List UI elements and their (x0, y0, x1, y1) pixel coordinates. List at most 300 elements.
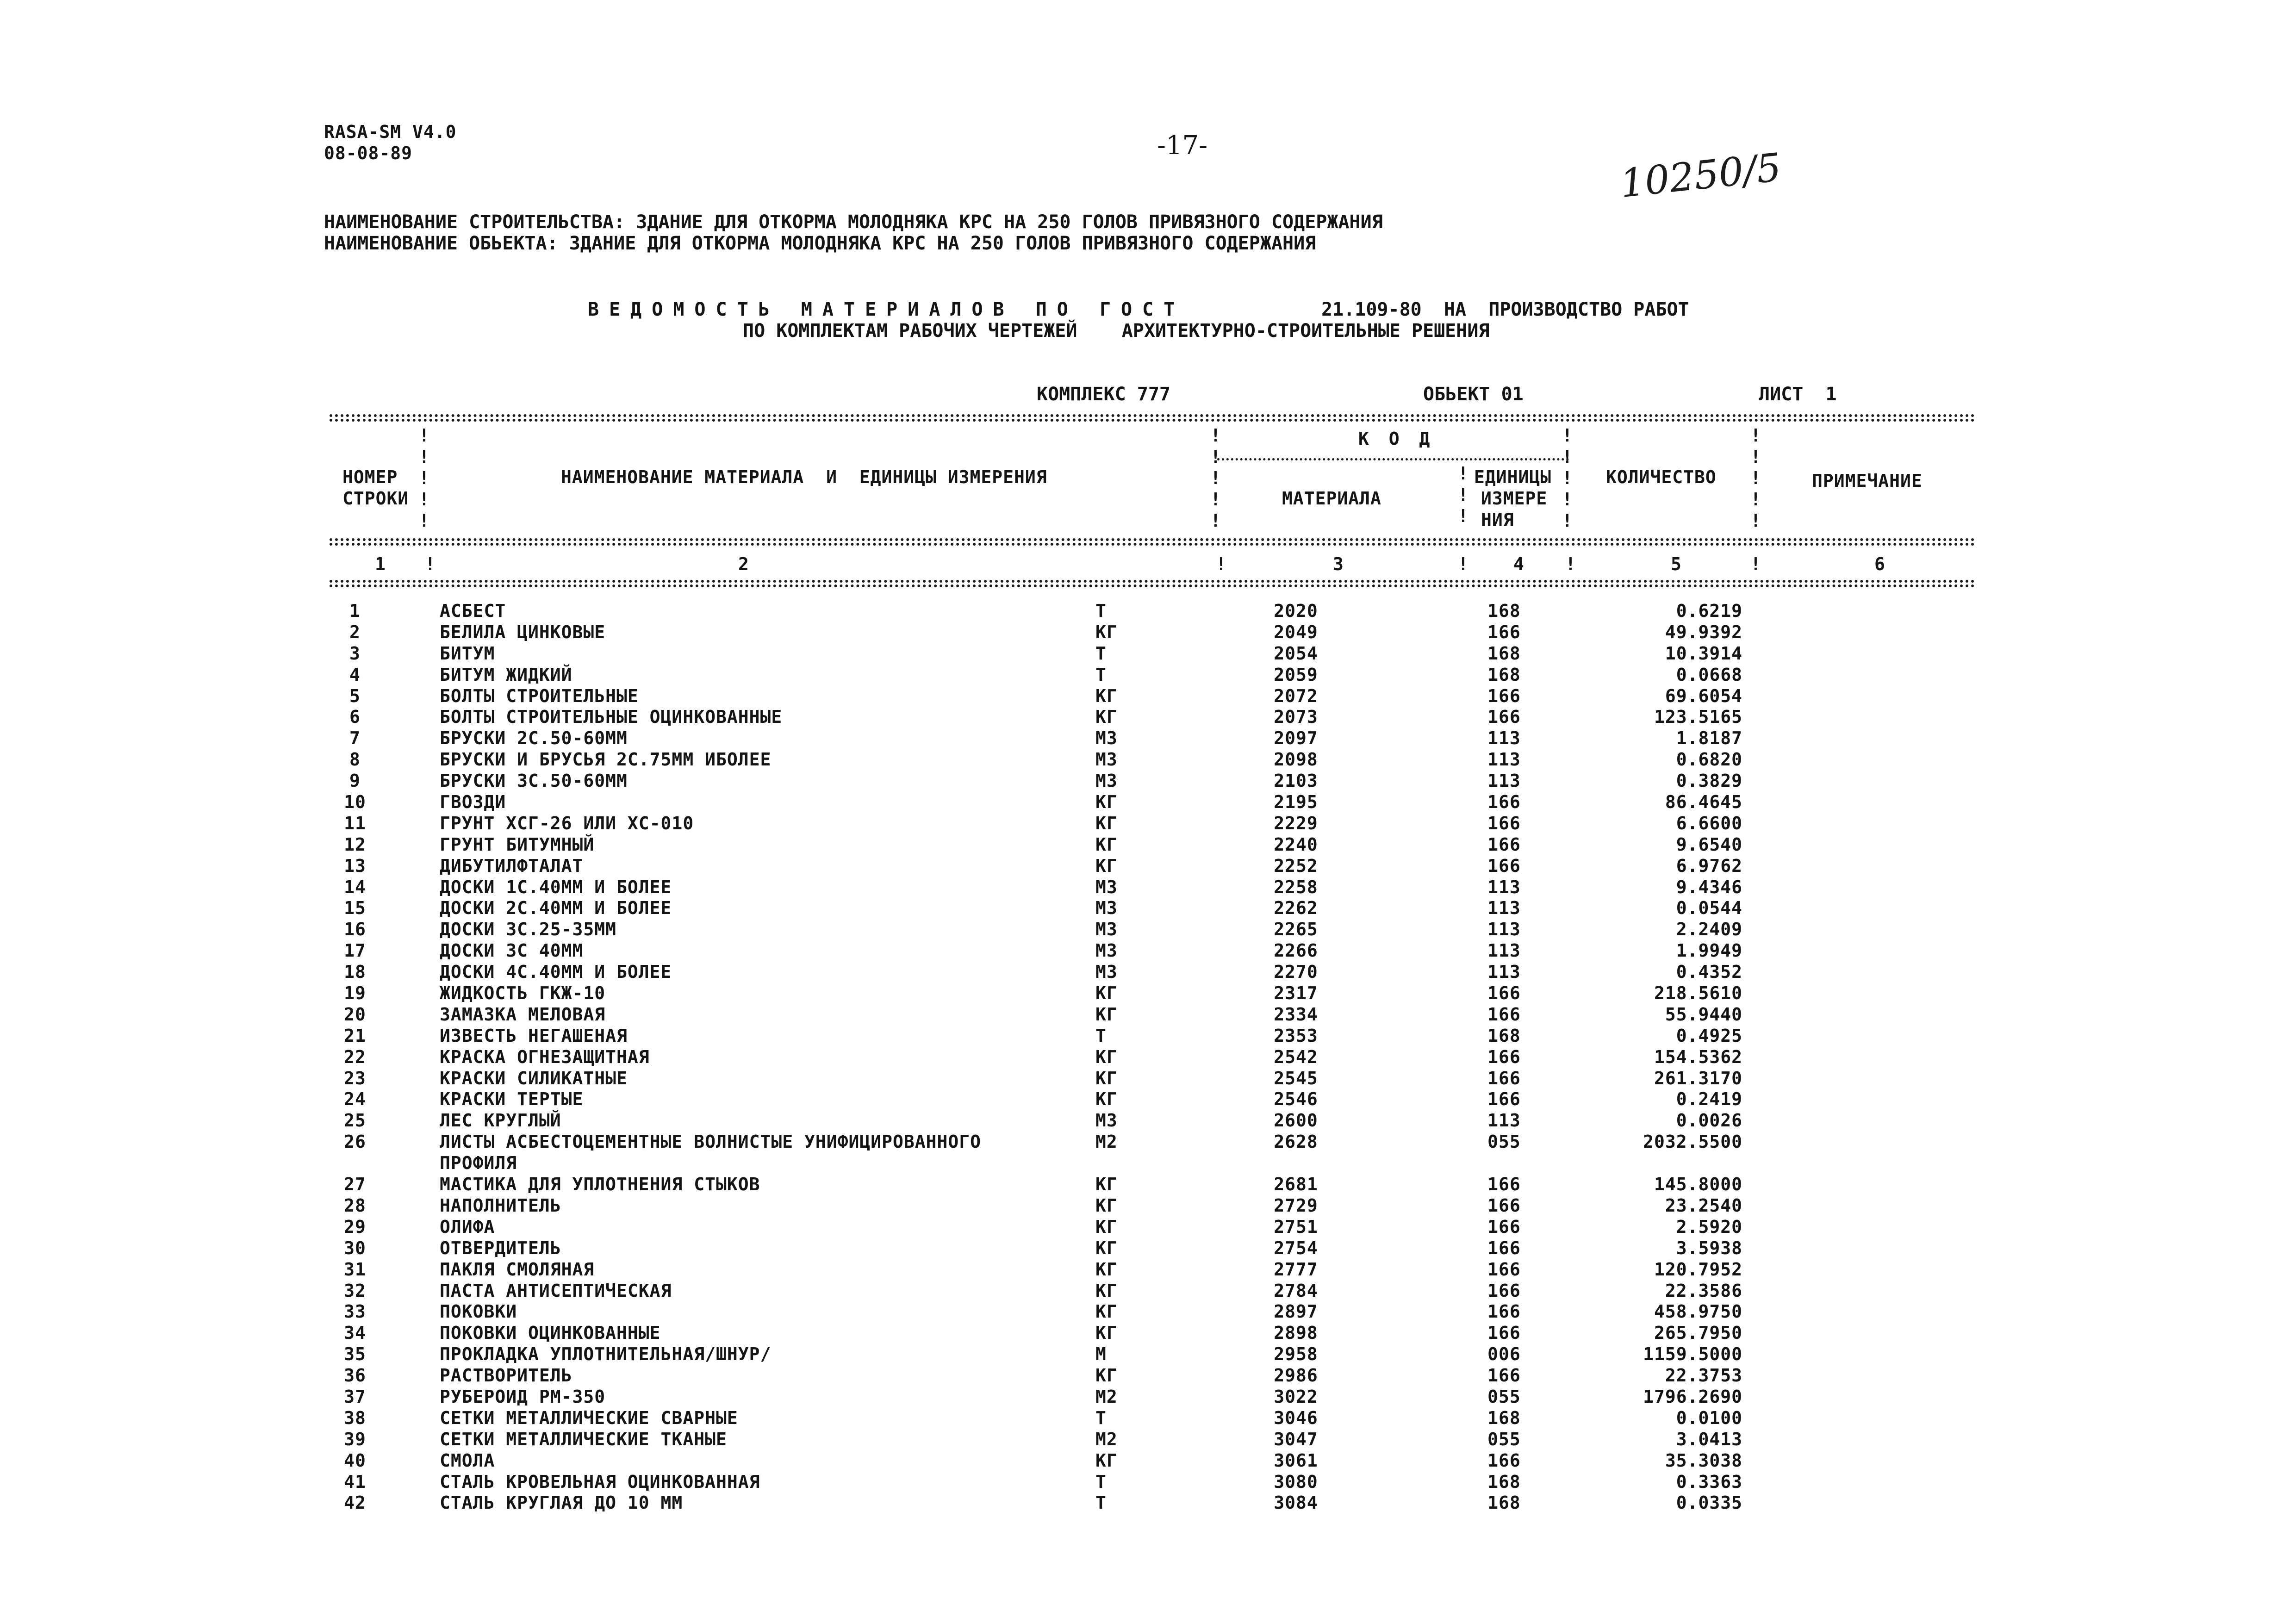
quantity: 0.0668 (1676, 664, 1742, 685)
row-number: 28 (344, 1195, 366, 1216)
quantity: 86.4645 (1665, 792, 1742, 813)
construction-name: НАИМЕНОВАНИЕ СТРОИТЕЛЬСТВА: ЗДАНИЕ ДЛЯ ОТКОРМА МОЛОДНЯКА КРС НА 250 ГОЛОВ ПРИВЯЗНОГО СОДЕРЖАНИЯ (324, 211, 1383, 233)
table-row (0, 1386, 2296, 1407)
header-separator: ! ! ! ! ! (1210, 425, 1221, 531)
table-row (0, 983, 2296, 1004)
table-row (0, 622, 2296, 643)
table-row (0, 1471, 2296, 1492)
material-code: 3047 (1274, 1429, 1318, 1449)
unit-code: 166 (1487, 1195, 1521, 1216)
row-number: 38 (344, 1407, 366, 1428)
row-number: 39 (344, 1429, 366, 1449)
material-name: ПРОКЛАДКА УПЛОТНИТЕЛЬНАЯ/ШНУР/ (440, 1344, 772, 1365)
table-row (0, 940, 2296, 961)
col-number-5: 5 (1671, 554, 1682, 574)
material-name: ПАКЛЯ СМОЛЯНАЯ (440, 1259, 595, 1280)
document-title: ВЕДОМОСТЬ МАТЕРИАЛОВ ПО ГОСТ (588, 299, 1185, 320)
material-name: ЛИСТЫ АСБЕСТОЦЕМЕНТНЫЕ ВОЛНИСТЫЕ УНИФИЦИРОВАННОГО (440, 1132, 982, 1152)
unit-of-measure: М2 (1095, 1429, 1118, 1449)
unit-code: 166 (1487, 622, 1521, 642)
unit-code: 166 (1487, 855, 1521, 876)
unit-code: 166 (1487, 1365, 1521, 1386)
material-code: 2317 (1274, 983, 1318, 1004)
row-number: 33 (344, 1301, 366, 1322)
material-code: 2195 (1274, 792, 1318, 813)
header-row-number: НОМЕР (342, 467, 398, 487)
row-number: 11 (344, 813, 366, 833)
row-number: 5 (349, 685, 361, 706)
header-quantity: КОЛИЧЕСТВО (1606, 467, 1717, 487)
header-code: К О Д (1358, 429, 1435, 449)
row-number: 40 (344, 1450, 366, 1471)
table-row (0, 770, 2296, 791)
row-number: 30 (344, 1237, 366, 1258)
table-row (0, 1131, 2296, 1174)
unit-of-measure: Т (1095, 1492, 1107, 1513)
material-code: 2958 (1274, 1344, 1318, 1365)
quantity: 154.5362 (1654, 1046, 1742, 1067)
unit-code: 166 (1487, 1450, 1521, 1471)
complex-label: КОМПЛЕКС 777 (1037, 384, 1170, 405)
quantity: 69.6054 (1665, 685, 1742, 706)
unit-of-measure: КГ (1095, 1365, 1118, 1386)
table-row (0, 1088, 2296, 1110)
unit-code: 166 (1487, 1301, 1521, 1322)
table-row (0, 1237, 2296, 1259)
header-separator: ! ! ! ! ! (419, 425, 430, 531)
table-row (0, 749, 2296, 770)
material-name: ОТВЕРДИТЕЛЬ (440, 1237, 561, 1258)
material-code: 2546 (1274, 1089, 1318, 1110)
quantity: 22.3586 (1665, 1280, 1742, 1301)
quantity: 35.3038 (1665, 1450, 1742, 1471)
row-number: 2 (349, 622, 361, 642)
quantity: 55.9440 (1665, 1004, 1742, 1025)
header-separator: ! ! ! (1458, 463, 1469, 526)
program-version: RASA-SM V4.0 (324, 122, 457, 142)
unit-of-measure: Т (1095, 1471, 1107, 1492)
unit-code: 166 (1487, 1280, 1521, 1301)
table-row (0, 664, 2296, 685)
col-number-separator: ! (1216, 554, 1227, 574)
quantity: 3.5938 (1676, 1237, 1742, 1258)
material-code: 2262 (1274, 898, 1318, 919)
table-row (0, 1004, 2296, 1025)
material-name: СТАЛЬ КРУГЛАЯ ДО 10 ММ (440, 1492, 683, 1513)
table-row (0, 834, 2296, 855)
quantity: 120.7952 (1654, 1259, 1742, 1280)
material-code: 3084 (1274, 1492, 1318, 1513)
unit-of-measure: КГ (1095, 1450, 1118, 1471)
table-row (0, 919, 2296, 940)
table-row (0, 1365, 2296, 1386)
material-name: НАПОЛНИТЕЛЬ (440, 1195, 561, 1216)
quantity: 145.8000 (1654, 1174, 1742, 1195)
table-top-rule (330, 414, 1975, 417)
unit-of-measure: Т (1095, 643, 1107, 664)
unit-code: 166 (1487, 834, 1521, 855)
quantity: 0.3829 (1676, 771, 1742, 791)
col-number-separator: ! (425, 554, 436, 574)
row-number: 35 (344, 1344, 366, 1365)
unit-of-measure: М3 (1095, 940, 1118, 961)
header-separator: ! ! ! ! ! (1750, 425, 1761, 531)
table-row (0, 728, 2296, 749)
material-code: 2353 (1274, 1025, 1318, 1046)
quantity: 0.4352 (1676, 962, 1742, 983)
unit-code: 113 (1487, 1110, 1521, 1131)
quantity: 9.4346 (1676, 877, 1742, 897)
unit-code: 055 (1487, 1429, 1521, 1449)
quantity: 1.9949 (1676, 940, 1742, 961)
material-code: 2681 (1274, 1174, 1318, 1195)
material-code: 3046 (1274, 1407, 1318, 1428)
material-name: МАСТИКА ДЛЯ УПЛОТНЕНИЯ СТЫКОВ (440, 1174, 760, 1195)
row-number: 20 (344, 1004, 366, 1025)
col-number-6: 6 (1874, 554, 1885, 574)
quantity: 10.3914 (1665, 643, 1742, 664)
material-code: 2784 (1274, 1280, 1318, 1301)
material-code: 2628 (1274, 1132, 1318, 1152)
quantity: 0.2419 (1676, 1089, 1742, 1110)
page-number: -17- (1157, 131, 1208, 161)
row-number: 34 (344, 1323, 366, 1343)
header-unit-3: НИЯ (1481, 510, 1514, 530)
row-number: 12 (344, 834, 366, 855)
material-name: БИТУМ (440, 643, 495, 664)
material-name: ЗАМАЗКА МЕЛОВАЯ (440, 1004, 606, 1025)
unit-of-measure: Т (1095, 1025, 1107, 1046)
unit-code: 166 (1487, 1259, 1521, 1280)
row-number: 37 (344, 1386, 366, 1407)
unit-of-measure: КГ (1095, 834, 1118, 855)
header-unit: ЕДИНИЦЫ (1474, 467, 1552, 487)
unit-of-measure: М3 (1095, 919, 1118, 940)
table-row (0, 897, 2296, 919)
material-code: 3080 (1274, 1471, 1318, 1492)
table-row (0, 1450, 2296, 1471)
unit-of-measure: КГ (1095, 983, 1118, 1004)
row-number: 17 (344, 940, 366, 961)
material-name: ПАСТА АНТИСЕПТИЧЕСКАЯ (440, 1280, 672, 1301)
material-code: 2751 (1274, 1216, 1318, 1237)
quantity: 261.3170 (1654, 1068, 1742, 1088)
unit-code: 166 (1487, 1237, 1521, 1258)
table-row (0, 600, 2296, 622)
unit-of-measure: КГ (1095, 1301, 1118, 1322)
col-number-2: 2 (738, 554, 749, 574)
table-row (0, 1068, 2296, 1089)
table-row (0, 1259, 2296, 1280)
material-code: 2986 (1274, 1365, 1318, 1386)
unit-code: 166 (1487, 1174, 1521, 1195)
quantity: 9.6540 (1676, 834, 1742, 855)
row-number: 1 (349, 601, 361, 621)
quantity: 1.8187 (1676, 728, 1742, 749)
material-code: 2097 (1274, 728, 1318, 749)
col-number-rule-2 (330, 585, 1975, 587)
row-number: 32 (344, 1280, 366, 1301)
unit-of-measure: КГ (1095, 1068, 1118, 1088)
unit-of-measure: КГ (1095, 1259, 1118, 1280)
material-name: АСБЕСТ (440, 601, 506, 621)
quantity: 6.6600 (1676, 813, 1742, 833)
print-date: 08-08-89 (324, 143, 413, 163)
table-row (0, 877, 2296, 898)
material-name: БЕЛИЛА ЦИНКОВЫЕ (440, 622, 606, 642)
unit-code: 168 (1487, 601, 1521, 621)
material-code: 2240 (1274, 834, 1318, 855)
table-row (0, 961, 2296, 983)
material-name: ДОСКИ 1С.40ММ И БОЛЕЕ (440, 877, 672, 897)
material-code: 3022 (1274, 1386, 1318, 1407)
unit-code: 166 (1487, 1068, 1521, 1088)
unit-of-measure: КГ (1095, 855, 1118, 876)
object-name: НАИМЕНОВАНИЕ ОБЬЕКТА: ЗДАНИЕ ДЛЯ ОТКОРМА МОЛОДНЯКА КРС НА 250 ГОЛОВ ПРИВЯЗНОГО СОДЕРЖАНИЯ (324, 233, 1316, 254)
quantity: 49.9392 (1665, 622, 1742, 642)
material-name: ДОСКИ 2С.40ММ И БОЛЕЕ (440, 898, 672, 919)
quantity: 2.2409 (1676, 919, 1742, 940)
quantity: 218.5610 (1654, 983, 1742, 1004)
row-number: 16 (344, 919, 366, 940)
row-number: 15 (344, 898, 366, 919)
unit-of-measure: Т (1095, 601, 1107, 621)
table-row (0, 706, 2296, 728)
unit-of-measure: М3 (1095, 1110, 1118, 1131)
material-code: 2898 (1274, 1323, 1318, 1343)
unit-of-measure: М3 (1095, 749, 1118, 770)
quantity: 0.3363 (1676, 1471, 1742, 1492)
material-name: СЕТКИ МЕТАЛЛИЧЕСКИЕ СВАРНЫЕ (440, 1407, 738, 1428)
material-code: 2073 (1274, 707, 1318, 728)
quantity: 0.6820 (1676, 749, 1742, 770)
quantity: 3.0413 (1676, 1429, 1742, 1449)
unit-code: 113 (1487, 771, 1521, 791)
quantity: 23.2540 (1665, 1195, 1742, 1216)
unit-of-measure: М3 (1095, 898, 1118, 919)
table-row (0, 813, 2296, 834)
unit-code: 006 (1487, 1344, 1521, 1365)
material-name: ДОСКИ 3С.25-35ММ (440, 919, 617, 940)
unit-code: 166 (1487, 1004, 1521, 1025)
unit-of-measure: КГ (1095, 1195, 1118, 1216)
header-bottom-rule (330, 538, 1975, 541)
row-number: 21 (344, 1025, 366, 1046)
quantity: 0.0544 (1676, 898, 1742, 919)
table-row (0, 1322, 2296, 1343)
unit-code: 113 (1487, 919, 1521, 940)
row-number: 9 (349, 771, 361, 791)
unit-code: 168 (1487, 1025, 1521, 1046)
material-code: 2098 (1274, 749, 1318, 770)
unit-code: 166 (1487, 813, 1521, 833)
material-name-continuation: ПРОФИЛЯ (440, 1153, 517, 1174)
col-number-rule (330, 580, 1975, 583)
table-row (0, 1492, 2296, 1513)
unit-of-measure: КГ (1095, 1237, 1118, 1258)
archive-stamp: 10250/5 (1618, 144, 1784, 206)
material-name: ЖИДКОСТЬ ГКЖ-10 (440, 983, 606, 1004)
header-material-name: НАИМЕНОВАНИЕ МАТЕРИАЛА И ЕДИНИЦЫ ИЗМЕРЕНИЯ (561, 467, 1047, 487)
row-number: 13 (344, 855, 366, 876)
material-code: 2754 (1274, 1237, 1318, 1258)
unit-code: 113 (1487, 962, 1521, 983)
material-name: КРАСКИ ТЕРТЫЕ (440, 1089, 584, 1110)
unit-code: 168 (1487, 1407, 1521, 1428)
header-note: ПРИМЕЧАНИЕ (1812, 471, 1923, 491)
table-row (0, 791, 2296, 813)
row-number: 22 (344, 1046, 366, 1067)
material-code: 2777 (1274, 1259, 1318, 1280)
code-subheader-rule (1217, 458, 1569, 460)
material-name: ГРУНТ ХСГ-26 ИЛИ ХС-010 (440, 813, 694, 833)
table-row (0, 1343, 2296, 1365)
unit-code: 113 (1487, 877, 1521, 897)
unit-of-measure: М3 (1095, 771, 1118, 791)
quantity: 0.6219 (1676, 601, 1742, 621)
header-material-code: МАТЕРИАЛА (1282, 488, 1381, 509)
row-number: 42 (344, 1492, 366, 1513)
unit-code: 166 (1487, 1089, 1521, 1110)
document-subtitle: ПО КОМПЛЕКТАМ РАБОЧИХ ЧЕРТЕЖЕЙ АРХИТЕКТУРНО-СТРОИТЕЛЬНЫЕ РЕШЕНИЯ (743, 320, 1490, 342)
table-row (0, 1195, 2296, 1216)
quantity: 265.7950 (1654, 1323, 1742, 1343)
material-code: 2020 (1274, 601, 1318, 621)
quantity: 22.3753 (1665, 1365, 1742, 1386)
col-number-separator: ! (1458, 554, 1469, 574)
material-code: 2600 (1274, 1110, 1318, 1131)
material-code: 2265 (1274, 919, 1318, 940)
table-row (0, 1025, 2296, 1046)
unit-code: 168 (1487, 643, 1521, 664)
unit-code: 113 (1487, 749, 1521, 770)
material-name: ОЛИФА (440, 1216, 495, 1237)
unit-code: 055 (1487, 1386, 1521, 1407)
col-number-separator: ! (1565, 554, 1576, 574)
header-row-number-2: СТРОКИ (342, 488, 409, 509)
header-unit-2: ИЗМЕРЕ (1481, 488, 1548, 509)
unit-code: 113 (1487, 898, 1521, 919)
materials-table-body (0, 600, 2296, 1513)
table-row (0, 1046, 2296, 1068)
material-name: СТАЛЬ КРОВЕЛЬНАЯ ОЦИНКОВАННАЯ (440, 1471, 760, 1492)
table-row (0, 643, 2296, 664)
col-number-1: 1 (375, 554, 386, 574)
unit-of-measure: КГ (1095, 685, 1118, 706)
quantity: 1796.2690 (1643, 1386, 1742, 1407)
col-number-separator: ! (1750, 554, 1761, 574)
unit-code: 166 (1487, 685, 1521, 706)
unit-code: 168 (1487, 1471, 1521, 1492)
table-row (0, 1280, 2296, 1301)
object-label: ОБЬЕКТ 01 (1423, 384, 1524, 405)
quantity: 2.5920 (1676, 1216, 1742, 1237)
row-number: 41 (344, 1471, 366, 1492)
unit-of-measure: КГ (1095, 707, 1118, 728)
unit-of-measure: М2 (1095, 1386, 1118, 1407)
unit-of-measure: М2 (1095, 1132, 1118, 1152)
row-number: 31 (344, 1259, 366, 1280)
unit-of-measure: КГ (1095, 813, 1118, 833)
quantity: 0.0100 (1676, 1407, 1742, 1428)
quantity: 0.4925 (1676, 1025, 1742, 1046)
unit-code: 113 (1487, 728, 1521, 749)
row-number: 8 (349, 749, 361, 770)
material-code: 2103 (1274, 771, 1318, 791)
unit-code: 166 (1487, 1046, 1521, 1067)
material-name: БОЛТЫ СТРОИТЕЛЬНЫЕ (440, 685, 639, 706)
material-name: КРАСКИ СИЛИКАТНЫЕ (440, 1068, 628, 1088)
unit-of-measure: М3 (1095, 962, 1118, 983)
table-row (0, 1407, 2296, 1429)
material-name: ИЗВЕСТЬ НЕГАШЕНАЯ (440, 1025, 628, 1046)
material-name: КРАСКА ОГНЕЗАЩИТНАЯ (440, 1046, 650, 1067)
unit-code: 166 (1487, 792, 1521, 813)
table-row (0, 1216, 2296, 1237)
unit-of-measure: М3 (1095, 877, 1118, 897)
unit-of-measure: КГ (1095, 1004, 1118, 1025)
table-row (0, 855, 2296, 877)
row-number: 3 (349, 643, 361, 664)
material-code: 2897 (1274, 1301, 1318, 1322)
unit-code: 168 (1487, 664, 1521, 685)
unit-of-measure: КГ (1095, 622, 1118, 642)
row-number: 23 (344, 1068, 366, 1088)
row-number: 14 (344, 877, 366, 897)
material-name: СЕТКИ МЕТАЛЛИЧЕСКИЕ ТКАНЫЕ (440, 1429, 727, 1449)
quantity: 458.9750 (1654, 1301, 1742, 1322)
unit-of-measure: КГ (1095, 1089, 1118, 1110)
material-name: ПОКОВКИ ОЦИНКОВАННЫЕ (440, 1323, 661, 1343)
unit-of-measure: КГ (1095, 1280, 1118, 1301)
unit-code: 113 (1487, 940, 1521, 961)
unit-code: 166 (1487, 707, 1521, 728)
header-separator: ! ! ! ! ! (1562, 425, 1573, 531)
material-name: ДОСКИ 4С.40ММ И БОЛЕЕ (440, 962, 672, 983)
material-code: 2258 (1274, 877, 1318, 897)
material-name: ДИБУТИЛФТАЛАТ (440, 855, 584, 876)
material-name: БРУСКИ И БРУСЬЯ 2С.75ММ ИБОЛЕЕ (440, 749, 772, 770)
material-name: ПОКОВКИ (440, 1301, 517, 1322)
unit-code: 168 (1487, 1492, 1521, 1513)
col-number-3: 3 (1333, 554, 1344, 574)
material-name: БИТУМ ЖИДКИЙ (440, 664, 572, 685)
quantity: 0.0026 (1676, 1110, 1742, 1131)
row-number: 25 (344, 1110, 366, 1131)
material-name: БРУСКИ 3С.50-60ММ (440, 771, 628, 791)
material-code: 2266 (1274, 940, 1318, 961)
row-number: 26 (344, 1132, 366, 1152)
table-row (0, 1110, 2296, 1131)
material-code: 2542 (1274, 1046, 1318, 1067)
row-number: 27 (344, 1174, 366, 1195)
material-name: ГВОЗДИ (440, 792, 506, 813)
material-name: ГРУНТ БИТУМНЫЙ (440, 834, 595, 855)
material-name: СМОЛА (440, 1450, 495, 1471)
material-code: 2049 (1274, 622, 1318, 642)
material-code: 2270 (1274, 962, 1318, 983)
material-code: 3061 (1274, 1450, 1318, 1471)
row-number: 18 (344, 962, 366, 983)
quantity: 6.9762 (1676, 855, 1742, 876)
unit-of-measure: КГ (1095, 1323, 1118, 1343)
table-row (0, 1301, 2296, 1322)
unit-of-measure: КГ (1095, 792, 1118, 813)
document-title-gost: 21.109-80 НА ПРОИЗВОДСТВО РАБОТ (1321, 299, 1689, 320)
table-row (0, 1174, 2296, 1195)
material-code: 2252 (1274, 855, 1318, 876)
row-number: 10 (344, 792, 366, 813)
